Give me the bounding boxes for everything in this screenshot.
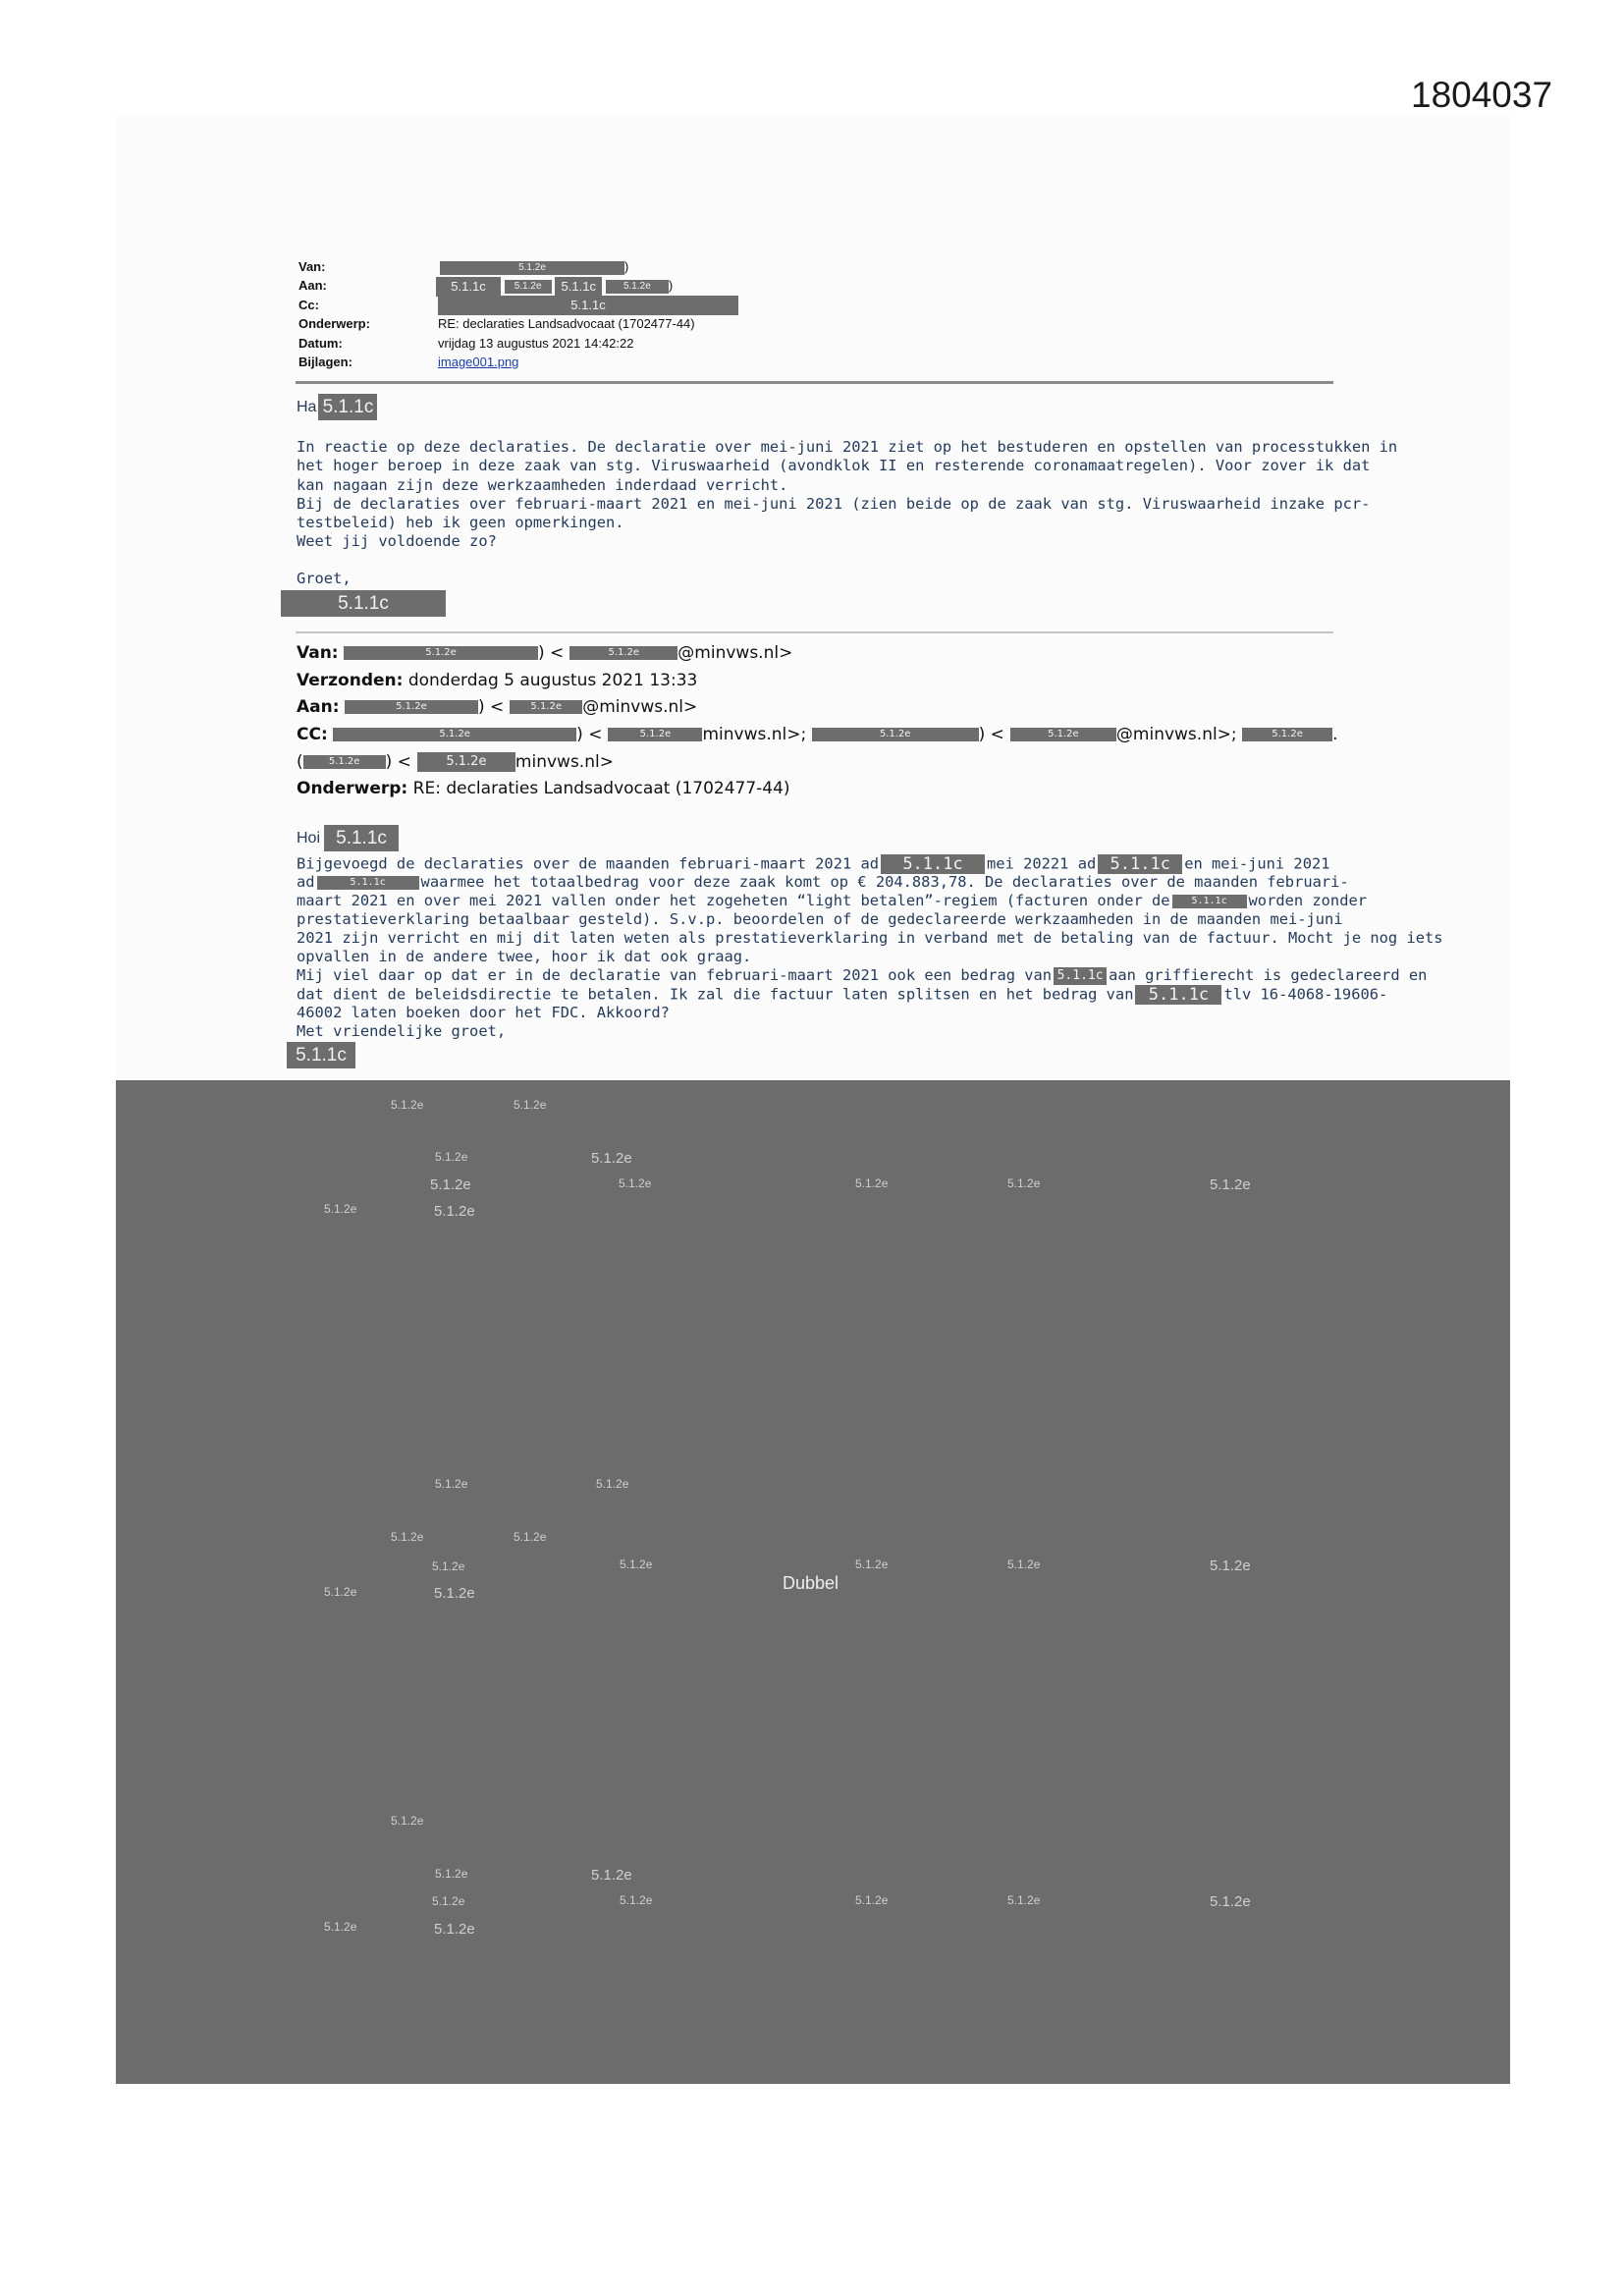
email1-body: In reactie op deze declaraties. De declaratie over mei-juni 2021 ziet op het bestuderen en opstellen van processtukken in het hoger beroep in deze zaak van stg. Viruswaarheid (avondklok II en resterende coronamaatregelen). Voor zover ik dat kan nagaan zijn deze werkzaamheden inderdaad verricht. Bij de declaraties over februari-maart 2021 en mei-juni 2021 (zien beide op de zaak van stg. Viruswaarheid inzake pcr- testbeleid) heb ik geen opmerkingen. Weet jij voldoende zo? <box>297 438 1398 551</box>
redaction-tag: 5.1.2e <box>1007 1893 1041 1907</box>
dubbel-label: Dubbel <box>783 1573 839 1593</box>
fwd-cc-cont: ( 5.1.2e ) < 5.1.2e minvws.nl> <box>297 752 614 772</box>
fwd-onderwerp: Onderwerp: RE: declaraties Landsadvocaat (1702477-44) <box>297 779 790 798</box>
redaction-tag: 5.1.2e <box>514 1530 547 1544</box>
redaction-tag: 5.1.2e <box>435 1867 468 1881</box>
redaction-tag: 5.1.2e <box>514 1098 547 1112</box>
redaction-tag: 5.1.2e <box>1210 1176 1251 1193</box>
email1-closing: Groet, <box>297 570 352 587</box>
divider <box>296 381 1333 384</box>
redaction-tag: 5.1.2e <box>1007 1176 1041 1190</box>
redaction: 5.1.1c <box>555 277 602 297</box>
email2-line2: ad 5.1.1c waarmee het totaalbedrag voor deze zaak komt op € 204.883,78. De declaraties over de maanden februari- <box>297 873 1349 891</box>
redaction-tag: 5.1.2e <box>855 1893 889 1907</box>
redaction-tag: 5.1.2e <box>324 1585 357 1599</box>
redaction-tag: 5.1.2e <box>591 1867 632 1884</box>
email2-line3: maart 2021 en over mei 2021 vallen onder het zogeheten “light betalen”-regiem (facturen onder de 5.1.1c worden zonder <box>297 892 1367 909</box>
redaction-tag: 5.1.2e <box>391 1814 424 1828</box>
redaction-tag: 5.1.2e <box>432 1894 465 1908</box>
fwd-cc: CC: 5.1.2e ) < 5.1.2e minvws.nl>; 5.1.2e ) < 5.1.2e @minvws.nl>; 5.1.2e . <box>297 725 1338 744</box>
greeting-2: Hoi 5.1.1c <box>297 824 399 853</box>
email2-line6: opvallen in de andere twee, hoor ik dat ook graag. <box>297 948 752 965</box>
redaction-tag: 5.1.2e <box>855 1558 889 1571</box>
attachment-link[interactable]: image001.png <box>438 354 519 369</box>
redaction-tag: 5.1.2e <box>1210 1558 1251 1574</box>
redaction-tag: 5.1.2e <box>596 1477 629 1491</box>
redaction: 5.1.1c <box>436 277 501 297</box>
redaction: 5.1.2e <box>440 261 624 275</box>
redaction: 5.1.2e <box>505 280 552 294</box>
redaction-tag: 5.1.2e <box>434 1585 475 1602</box>
email2-line4: prestatieverklaring betaalbaar gesteld). S.v.p. beoordelen of de gedeclareerde werkzaamheden in de maanden mei-juni <box>297 910 1343 928</box>
redaction-tag: 5.1.2e <box>620 1558 653 1571</box>
divider <box>296 631 1333 633</box>
signature-redaction-2: 5.1.1c <box>287 1042 355 1068</box>
redaction-tag: 5.1.2e <box>391 1098 424 1112</box>
fwd-verzonden: Verzonden: donderdag 5 augustus 2021 13:33 <box>297 671 698 690</box>
document-number: 1804037 <box>1411 75 1553 115</box>
fwd-aan: Aan: 5.1.2e ) < 5.1.2e @minvws.nl> <box>297 697 698 717</box>
redaction-tag: 5.1.2e <box>1007 1558 1041 1571</box>
redaction-tag: 5.1.2e <box>591 1150 632 1167</box>
redaction-tag: 5.1.2e <box>434 1203 475 1220</box>
redaction-tag: 5.1.2e <box>855 1176 889 1190</box>
redaction-tag: 5.1.2e <box>435 1150 468 1164</box>
redaction: 5.1.1c <box>438 296 738 315</box>
email2-line7: Mij viel daar op dat er in de declaratie van februari-maart 2021 ook een bedrag van 5.1.1c aan griffierecht is gedeclareerd en <box>297 966 1428 984</box>
email2-line10: Met vriendelijke groet, <box>297 1022 507 1040</box>
redaction-tag: 5.1.2e <box>324 1202 357 1216</box>
redaction-tag: 5.1.2e <box>391 1530 424 1544</box>
redaction-tag: 5.1.2e <box>430 1176 471 1193</box>
redaction-tag: 5.1.2e <box>324 1920 357 1934</box>
email2-line9: 46002 laten boeken door het FDC. Akkoord? <box>297 1004 670 1021</box>
redaction-tag: 5.1.2e <box>434 1921 475 1938</box>
redaction-tag: 5.1.2e <box>619 1176 652 1190</box>
signature-redaction: 5.1.1c <box>281 590 446 617</box>
redaction-tag: 5.1.2e <box>1210 1893 1251 1910</box>
redaction: 5.1.1c <box>318 394 377 420</box>
email2-line1: Bijgevoegd de declaraties over de maanden februari-maart 2021 ad 5.1.1c mei 20221 ad 5.1.1c en mei-juni 2021 <box>297 854 1330 874</box>
email2-line8: dat dient de beleidsdirectie te betalen. Ik zal die factuur laten splitsen en het bedrag van 5.1.1c tlv 16-4068-19606- <box>297 985 1388 1005</box>
email2-line5: 2021 zijn verricht en mij dit laten weten als prestatieverklaring in verband met de betaling van de factuur. Mocht je nog iets <box>297 929 1443 947</box>
redaction: 5.1.2e <box>606 280 669 294</box>
fwd-van: Van: 5.1.2e ) < 5.1.2e @minvws.nl> <box>297 643 793 663</box>
redaction-tag: 5.1.2e <box>620 1893 653 1907</box>
greeting-1: Ha 5.1.1c <box>297 394 377 421</box>
redaction-tag: 5.1.2e <box>432 1559 465 1573</box>
redaction-tag: 5.1.2e <box>435 1477 468 1491</box>
